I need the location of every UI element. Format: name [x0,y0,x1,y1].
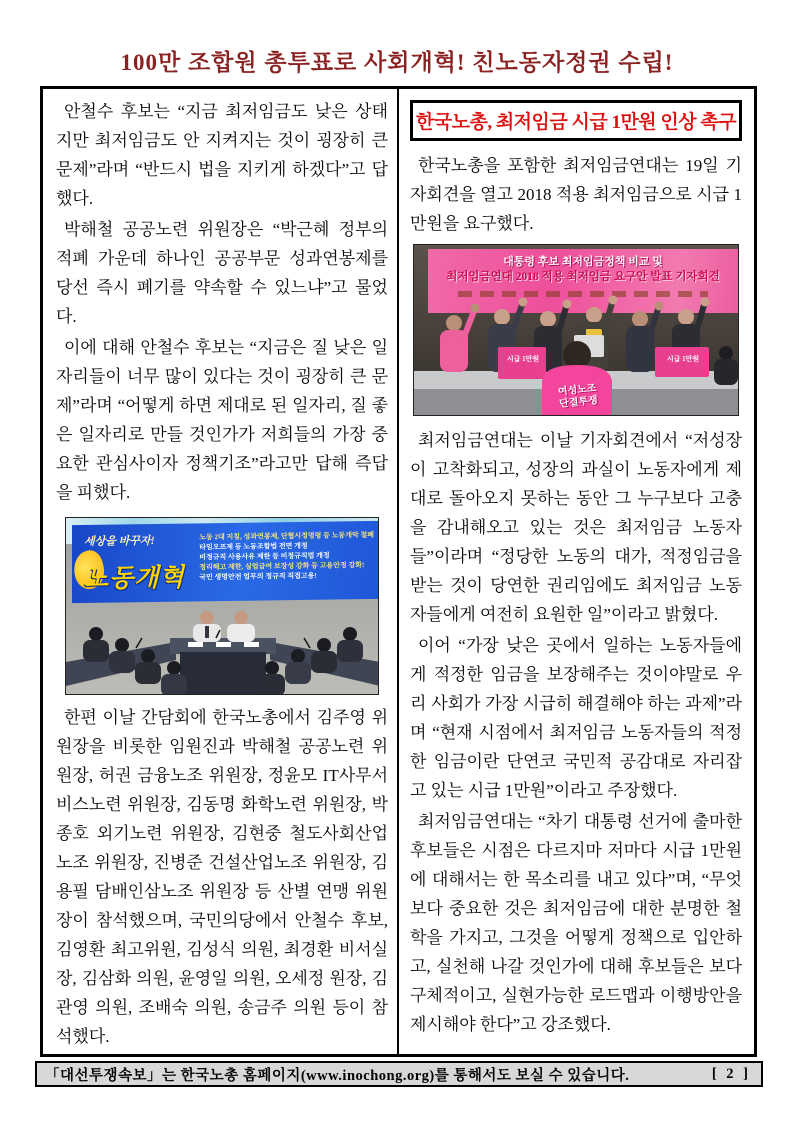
left-paragraph-1: 안철수 후보는 “지금 최저임금도 낮은 상태지만 최저임금도 안 지켜지는 것이 굉장히 큰 문제”라며 “반드시 법을 지키게 하겠다”고 답했다. [56,102,388,208]
left-column [43,89,397,1054]
shirt-slogan-line2: 단결투쟁 [558,394,599,410]
page-number: [ 2 ] [711,1065,751,1082]
right-paragraph-2: 최저임금연대는 이날 기자회견에서 “저성장이 고착화되고, 성장의 과실이 노동자에게 제대로 돌아오지 못하는 동안 그 누구보다 고충을 감내해오고 있는 것은 최저임금 노동자들”이라며 “정당한 노동의 대가, 적정임금을 받는 것이 당연한 권리임에도 최저임금 노동자들에게 여전히 요원한 일”이라고 밝혔다. [410,431,742,624]
right-paragraph-4: 최저임금연대는 “차기 대통령 선거에 출마한 후보들은 시점은 다르지마 저마다 시급 1만원에 대해서는 한 목소리를 내고 있다”며, “무엇보다 중요한 것은 최저임금에 대한 분명한 철학을 가지고, 그것을 어떻게 정책으로 입안하고, 실천해 나갈 것인가에 대해 후보들은 보다 구체적이고, 실현가능한 로드맵과 이행방안을 제시해야 한다”고 강조했다. [410,812,742,1034]
content-box [40,86,757,1057]
banner-demand-line: 정리해고 제한, 실업급여 보장성 강화 등 고용안정 강화! [199,561,365,572]
banner-demand-line: 타임오프제 등 노동조합법 전면 개정 [199,541,308,552]
right-paragraph-1: 한국노총을 포함한 최저임금연대는 19일 기자회견을 열고 2018 적용 최저임금으로 시급 1만원을 요구했다. [410,156,742,233]
press-conference-photo [413,244,739,416]
left-paragraph-3: 이에 대해 안철수 후보는 “지금은 질 낮은 일자리들이 너무 많이 있다는 것이 굉장히 큰 문제”라며 “어떻게 하면 제대로 된 일자리, 질 좋은 일자리로 만들 것인가가 저희들의 가장 중요한 관심사이자 정책기조”라고만 답해 즉답을 피했다. [56,338,388,502]
footer-bar [35,1061,763,1087]
banner-demand-line: 비정규직 사용사유 제한 등 비정규직법 개정 [199,551,330,562]
press-banner-line2: 최저임금연대 2018 적용 최저임금 요구안 발표 기자회견 [446,271,720,283]
banner-demand-line: 노동 2대 지침, 성과연봉제, 단협시정명령 등 노동개악 철폐 [199,530,374,542]
meeting-people-illustration [66,590,379,694]
left-paragraph-4: 한편 이날 간담회에 한국노총에서 김주영 위원장을 비롯한 임원진과 박해철 공공노련 위원장, 허권 금융노조 위원장, 정윤모 IT사무서비스노련 위원장, 김동명 화학노련 위원장, 박종호 외기노련 위원장, 김현중 철도사회산업노조 위원장, 진병준 건설산업노조 위원장, 김용필 담배인삼노조 위원장 등 산별 연맹 위원장이 참석했으며, 국민의당에서 안철수 후보, 김영환 최고위원, 김성식 의원, 최경환 비서실장, 김삼화 의원, 윤영일 의원, 오세정 원장, 김관영 의원, 조배숙 의원, 송금주 의원 등이 참석했다. [56,708,388,1046]
banner-slogan-big: 노동개혁 [84,564,185,593]
press-banner-line1: 대통령 후보 최저임금정책 비교 및 [503,256,663,268]
footer-notice: 「대선투쟁속보」는 한국노총 홈페이지(www.inochong.org)를 통해서도 보실 수 있습니다. [45,1067,630,1084]
shirt-slogan-line1: 여성노조 [557,383,598,399]
banner-demand-line: 국민 생명안전 업무의 정규직 직접고용! [199,571,317,582]
header-slogan: 100만 조합원 총투표로 사회개혁! 친노동자정권 수립! [120,50,674,75]
headline-box: 한국노총, 최저임금 시급 1만원 인상 촉구 [410,100,742,141]
banner-slogan-small: 세상을 바꾸자! [84,534,155,548]
picket-sign-text: 시급 1만원 [506,355,540,363]
right-column [397,89,754,1054]
right-paragraph-3: 이어 “가장 낮은 곳에서 일하는 노동자들에게 적정한 임금을 보장해주는 것이야말로 우리 사회가 가장 시급히 해결해야 하는 과제”라며 “현재 시점에서 최저임금 노동자들의 적정한 임금이란 단연코 국민적 공감대로 자리잡고 있는 시급 1만원”이라고 주장했다. [410,636,742,800]
left-paragraph-2: 박해철 공공노련 위원장은 “박근혜 정부의 적폐 가운데 하나인 공공부문 성과연봉제를 당선 즉시 폐기를 약속할 수 있느냐”고 물었다. [56,220,388,326]
meeting-photo [65,517,379,695]
picket-sign-text: 시급 1만원 [666,355,700,363]
